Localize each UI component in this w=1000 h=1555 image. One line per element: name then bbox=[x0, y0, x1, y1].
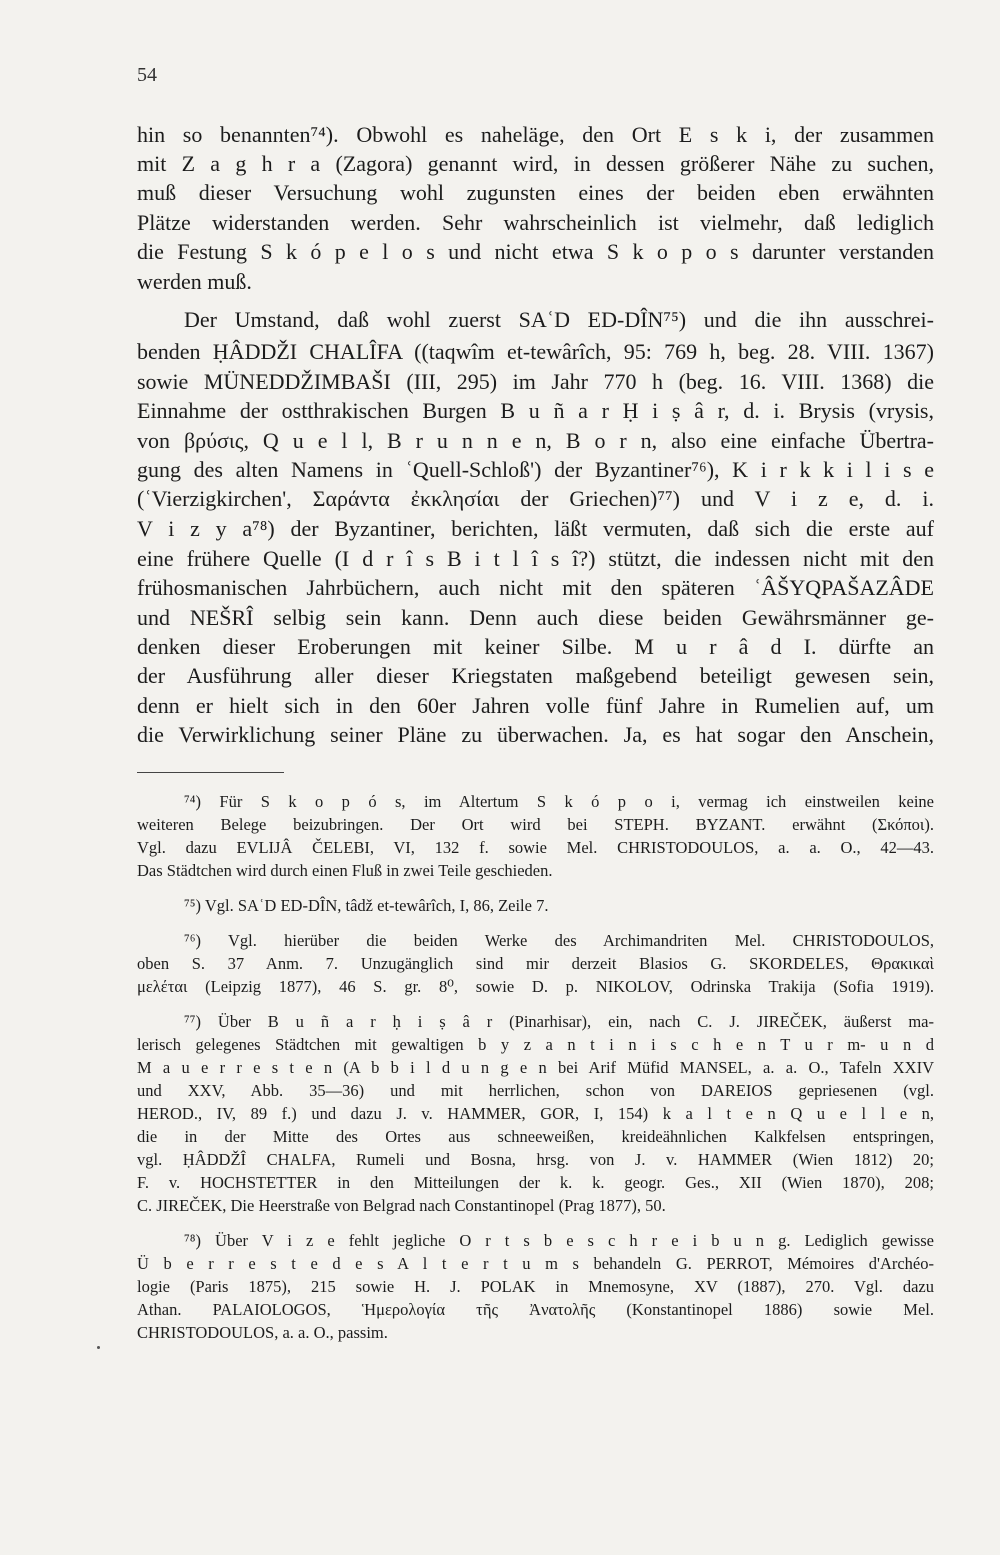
body-line: von βρύσις, Q u e l l, B r u n n e n, B o r n, also eine einfache Übertra- bbox=[137, 428, 934, 453]
footnote-line: Vgl. dazu EVLIJÂ ČELEBI, VI, 132 f. sowie Mel. CHRISTODOULOS, a. a. O., 42—43. bbox=[137, 838, 934, 857]
footnote-line: und XXV, Abb. 35—36) und mit herrlichen, schon von DAREIOS gepriesenen (vgl. bbox=[137, 1081, 934, 1100]
body-line: denken dieser Eroberungen mit keiner Silbe. M u r â d I. dürfte an bbox=[137, 634, 934, 659]
footnote-77: ⁷⁷) Über B u ñ a r ḥ i ṣ â r (Pinarhisar), ein, nach C. J. JIREČEK, äußerst ma- bbox=[184, 1012, 934, 1031]
footnote-line: oben S. 37 Anm. 7. Unzugänglich sind mir derzeit Blasios G. SKORDELES, Θρακικαὶ bbox=[137, 954, 934, 973]
footnote-line: F. v. HOCHSTETTER in den Mitteilungen der k. k. geogr. Ges., XII (Wien 1870), 208; bbox=[137, 1173, 934, 1192]
body-line: der Ausführung aller dieser Kriegstaten maßgebend beteiligt gewesen sein, bbox=[137, 663, 934, 688]
body-line: und NEŠRÎ selbig sein kann. Denn auch diese beiden Gewährsmänner ge- bbox=[137, 605, 934, 630]
body-line: V i z y a⁷⁸) der Byzantiner, berichten, läßt vermuten, daß sich die erste auf bbox=[137, 516, 934, 541]
body-line: frühosmanischen Jahrbüchern, auch nicht mit den späteren ʿÂŠYQPAŠAZÂDE bbox=[137, 575, 934, 600]
footnote-line: die in der Mitte des Ortes aus schneeweißen, kreideähnlichen Kalkfelsen entspringen, bbox=[137, 1127, 934, 1146]
footnote-line: Das Städtchen wird durch einen Fluß in zwei Teile geschieden. bbox=[137, 861, 553, 880]
body-line: benden ḤÂDDŽI CHALÎFA ((taqwîm et-tewârîch, 95: 769 h, beg. 28. VIII. 1367) bbox=[137, 339, 934, 364]
footnote-78: ⁷⁸) Über V i z e fehlt jegliche O r t s b e s c h r e i b u n g. Lediglich gewisse bbox=[184, 1231, 934, 1250]
footnote-line: weiteren Belege beizubringen. Der Ort wird bei STEPH. BYZANT. erwähnt (Σκόποι). bbox=[137, 815, 934, 834]
footnote-line: μελέται (Leipzig 1877), 46 S. gr. 8⁰, sowie D. p. NIKOLOV, Odrinska Trakija (Sofia 1919). bbox=[137, 977, 934, 996]
body-line: (ʿVierzigkirchen', Σαράντα ἐκκλησίαι der Griechen)⁷⁷) und V i z e, d. i. bbox=[137, 486, 934, 511]
body-line: eine frühere Quelle (I d r î s B i t l î s î?) stützt, die indessen nicht mit den bbox=[137, 546, 934, 571]
body-line: mit Z a g h r a (Zagora) genannt wird, in dessen größerer Nähe zu suchen, bbox=[137, 151, 934, 176]
body-line: denn er hielt sich in den 60er Jahren volle fünf Jahre in Rumelien auf, um bbox=[137, 693, 934, 718]
footnote-line: vgl. ḤÂDDŽÎ CHALFA, Rumeli und Bosna, hrsg. von J. v. HAMMER (Wien 1812) 20; bbox=[137, 1150, 934, 1169]
footnote-line: Ü b e r r e s t e d e s A l t e r t u m s behandeln G. PERROT, Mémoires d'Archéo- bbox=[137, 1254, 934, 1273]
page-number: 54 bbox=[137, 64, 157, 86]
body-line: muß dieser Versuchung wohl zugunsten eines der beiden eben erwähnten bbox=[137, 180, 934, 205]
body-line: die Festung S k ó p e l o s und nicht etwa S k o p o s darunter verstanden bbox=[137, 239, 934, 264]
body-line: Plätze widerstanden werden. Sehr wahrscheinlich ist vielmehr, daß lediglich bbox=[137, 210, 934, 235]
body-line: hin so benannten⁷⁴). Obwohl es naheläge, den Ort E s k i, der zusammen bbox=[137, 122, 934, 147]
footnote-line: CHRISTODOULOS, a. a. O., passim. bbox=[137, 1323, 388, 1342]
footnote-line: HEROD., IV, 89 f.) und dazu J. v. HAMMER, GOR, I, 154) k a l t e n Q u e l l e n, bbox=[137, 1104, 934, 1123]
body-line: werden muß. bbox=[137, 269, 252, 294]
footnote-76: ⁷⁶) Vgl. hierüber die beiden Werke des Archimandriten Mel. CHRISTODOULOS, bbox=[184, 931, 934, 950]
footnote-line: Athan. PALAIOLOGOS, Ἡμερολογία τῆς Ἀνατολῆς (Konstantinopel 1886) sowie Mel. bbox=[137, 1300, 934, 1319]
footnote-line: logie (Paris 1875), 215 sowie H. J. POLAK in Mnemosyne, XV (1887), 270. Vgl. dazu bbox=[137, 1277, 934, 1296]
footnote-74: ⁷⁴) Für S k o p ó s, im Altertum S k ó p o i, vermag ich einstweilen keine bbox=[184, 792, 934, 811]
margin-dot bbox=[97, 1346, 100, 1349]
footnote-75: ⁷⁵) Vgl. SAʿD ED-DÎN, tâdž et-tewârîch, I, 86, Zeile 7. bbox=[184, 896, 549, 915]
body-line: sowie MÜNEDDŽIMBAŠI (III, 295) im Jahr 770 h (beg. 16. VIII. 1368) die bbox=[137, 369, 934, 394]
footnote-separator bbox=[137, 772, 284, 773]
footnote-line: C. JIREČEK, Die Heerstraße von Belgrad nach Constantinopel (Prag 1877), 50. bbox=[137, 1196, 666, 1215]
body-line: Der Umstand, daß wohl zuerst SAʿD ED-DÎN⁷⁵) und die ihn ausschrei- bbox=[184, 307, 934, 332]
body-line: Einnahme der ostthrakischen Burgen B u ñ a r Ḥ i ṣ â r, d. i. Brysis (vrysis, bbox=[137, 398, 934, 423]
body-line: gung des alten Namens in ʿQuell-Schloß') der Byzantiner⁷⁶), K i r k k i l i s e bbox=[137, 457, 934, 482]
body-line: die Verwirklichung seiner Pläne zu überwachen. Ja, es hat sogar den Anschein, bbox=[137, 722, 934, 747]
footnote-line: lerisch gelegenes Städtchen mit gewaltigen b y z a n t i n i s c h e n T u r m- u n d bbox=[137, 1035, 934, 1054]
footnote-line: M a u e r r e s t e n (A b b i l d u n g e n bei Arif Müfid MANSEL, a. a. O., Tafeln XXIV bbox=[137, 1058, 934, 1077]
